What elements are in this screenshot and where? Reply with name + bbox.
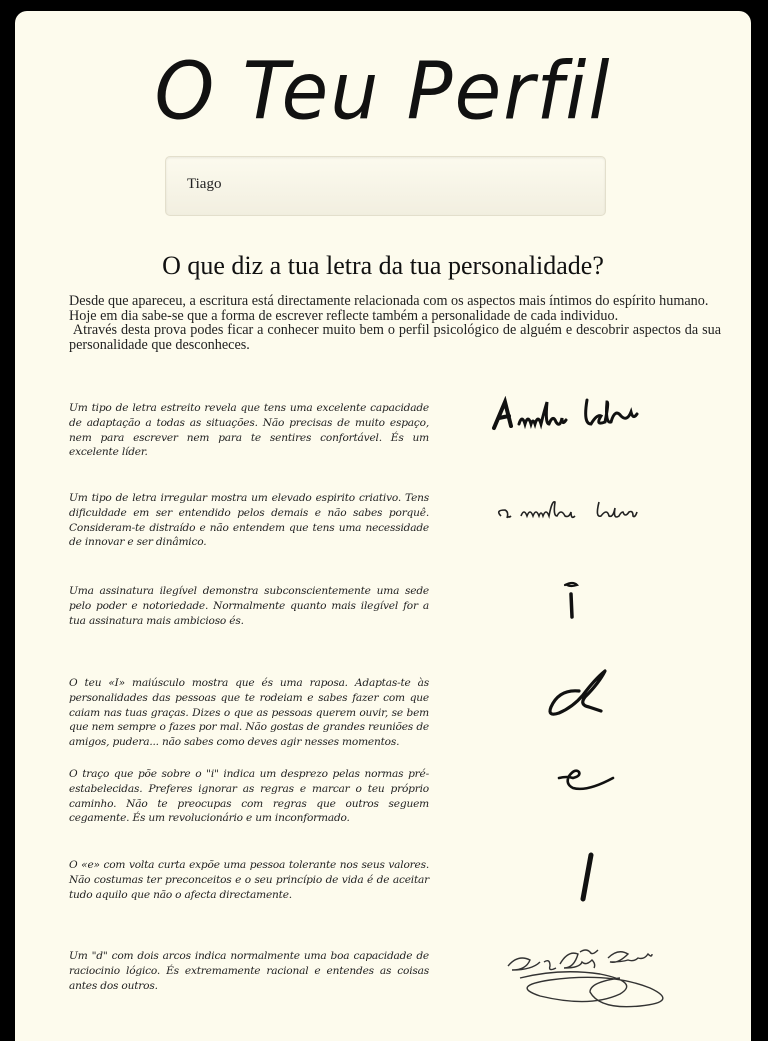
trait-description: O teu «I» maiúsculo mostra que és uma raposa. Adaptas-te às personalidades das pessoas que te rodeiam e sabes fazer com que caiam nas tuas graças. Dizes o que as pessoas querem ouvir, se bem que nem sempre o fazes por mal. Não gostas de grandes reuniões de amigos, pudera... não sabes como deves agir nesses momentos. <box>69 677 429 749</box>
trait-description: Um "d" com dois arcos indica normalmente uma boa capacidade de raciocinio lógico. És extremamente racional e entendes as coisas antes dos outros. <box>69 950 429 992</box>
section-heading: O que diz a tua letra da tua personalidade? <box>162 251 604 280</box>
narrow-handwriting-sample-icon <box>491 396 651 436</box>
name-field[interactable] <box>165 156 606 216</box>
trait-description: Um tipo de letra irregular mostra um elevado espirito criativo. Tens dificuldade em ser entendido pelos demais e não sabes porquê. Consideram-te distraído e não entendem que tens uma necessidade de innovar e ser dinâmico. <box>69 492 429 549</box>
intro-paragraph: Através desta prova podes ficar a conhecer muito bem o perfil psicológico de alguém e descobrir aspectos da sua personalidade que desconheces. <box>69 322 725 353</box>
intro-paragraph: Desde que apareceu, a escritura está directamente relacionada com os aspectos mais íntimos do espírito humano. <box>69 293 709 309</box>
trait-description: Uma assinatura ilegível demonstra subconscientemente uma sede pelo poder e notoriedade. Normalmente quanto mais ilegível for a tua assinatura mais ambicioso és. <box>69 585 429 627</box>
trait-description: O «e» com volta curta expõe uma pessoa tolerante nos seus valores. Não costumas ter preconceitos e o seu princípio de vida é de aceitar tudo aquilo que não o afecta directamente. <box>69 859 429 901</box>
capital-i-sample-icon <box>575 851 599 906</box>
letter-e-sample-icon <box>555 766 620 801</box>
irregular-handwriting-sample-icon <box>495 496 655 526</box>
name-value: Tiago <box>187 176 222 192</box>
page-title: O Teu Perfil <box>154 43 612 138</box>
letter-i-with-dash-sample-icon <box>555 579 585 624</box>
letter-d-sample-icon <box>543 666 618 721</box>
intro-text <box>69 293 725 353</box>
intro-paragraph: Hoje em dia sabe-se que a forma de escrever reflecte também a personalidade de cada individuo. <box>69 307 619 324</box>
illegible-signature-sample-icon <box>500 944 670 1009</box>
trait-description: O traço que põe sobre o "i" indica um desprezo pelas normas pré-estabelecidas. Preferes ignorar as regras e marcar o teu próprio caminho. Não te preocupas com regras que outros seguem cegamente. És um revolucionário e um inconformado. <box>69 768 429 825</box>
trait-description: Um tipo de letra estreito revela que tens uma excelente capacidade de adaptação a todas as situações. Não precisas de muito espaço, nem para escrever nem para te sentires confortável. És um excelente líder. <box>69 402 429 459</box>
profile-card <box>15 11 751 1041</box>
